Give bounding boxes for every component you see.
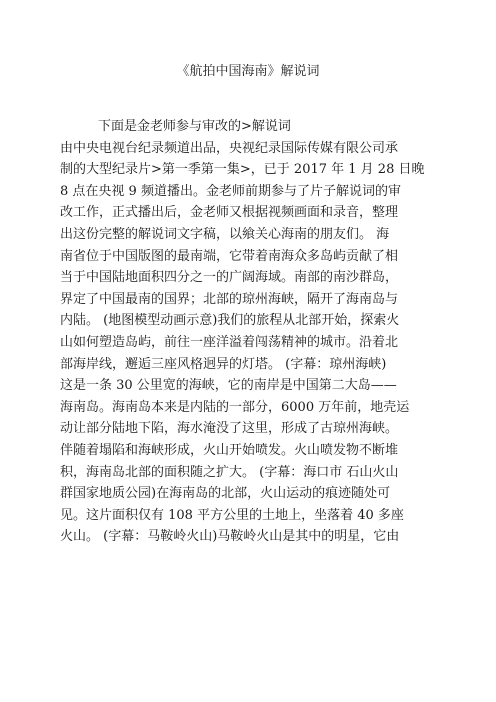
body-line: 见。这片面积仅有 108 平方公里的土地上，坐落着 40 多座: [60, 507, 404, 523]
body-line: 南省位于中国版图的最南端，它带着南海众多岛屿贡献了相: [60, 248, 399, 264]
body-line: 伴随着塌陷和海峡形成，火山开始喷发。火山喷发物不断堆: [60, 442, 399, 458]
document-title: 《航拍中国海南》解说词: [176, 64, 320, 79]
body-line: 由中央电视台纪录频道出品，央视纪录国际传媒有限公司承: [60, 140, 399, 156]
body-line: 出这份完整的解说词文字稿，以飨关心海南的朋友们。 海: [60, 226, 390, 242]
body-line: 部海岸线，邂逅三座风格迥异的灯塔。 (字幕：琼州海峡): [60, 356, 387, 372]
body-line: 改工作，正式播出后，金老师又根据视频画面和录音，整理: [60, 205, 399, 221]
body-line: 动让部分陆地下陷，海水淹没了这里，形成了古琼州海峡。: [60, 421, 399, 437]
body-line: 群国家地质公园)在海南岛的北部，火山运动的痕迹随处可: [60, 486, 391, 502]
body-line: 制的大型纪录片>第一季第一集>，已于 2017 年 1 月 28 日晚: [60, 162, 425, 178]
body-line: 山如何塑造岛屿，前往一座洋溢着闯荡精神的城市。沿着北: [60, 334, 399, 350]
body-line: 当于中国陆地面积四分之一的广阔海域。南部的南沙群岛，: [60, 270, 399, 286]
body-line: 火山。 (字幕：马鞍岭火山)马鞍岭火山是其中的明星，它由: [60, 529, 400, 545]
document-body: [60, 116, 436, 548]
body-line: 积，海南岛北部的面积随之扩大。 (字幕：海口市 石山火山: [60, 464, 399, 480]
body-line: 海南岛。海南岛本来是内陆的一部分，6000 万年前，地壳运: [60, 399, 410, 415]
body-line: 界定了中国最南的国界；北部的琼州海峡，隔开了海南岛与: [60, 291, 399, 307]
body-line: 内陆。 (地图模型动画示意)我们的旅程从北部开始，探索火: [60, 313, 400, 329]
body-line: 下面是金老师参与审改的>解说词: [98, 119, 291, 134]
body-line: 这是一条 30 公里宽的海峡，它的南岸是中国第二大岛——: [60, 378, 397, 394]
body-line: 8 点在央视 9 频道播出。金老师前期参与了片子解说词的审: [60, 183, 401, 199]
